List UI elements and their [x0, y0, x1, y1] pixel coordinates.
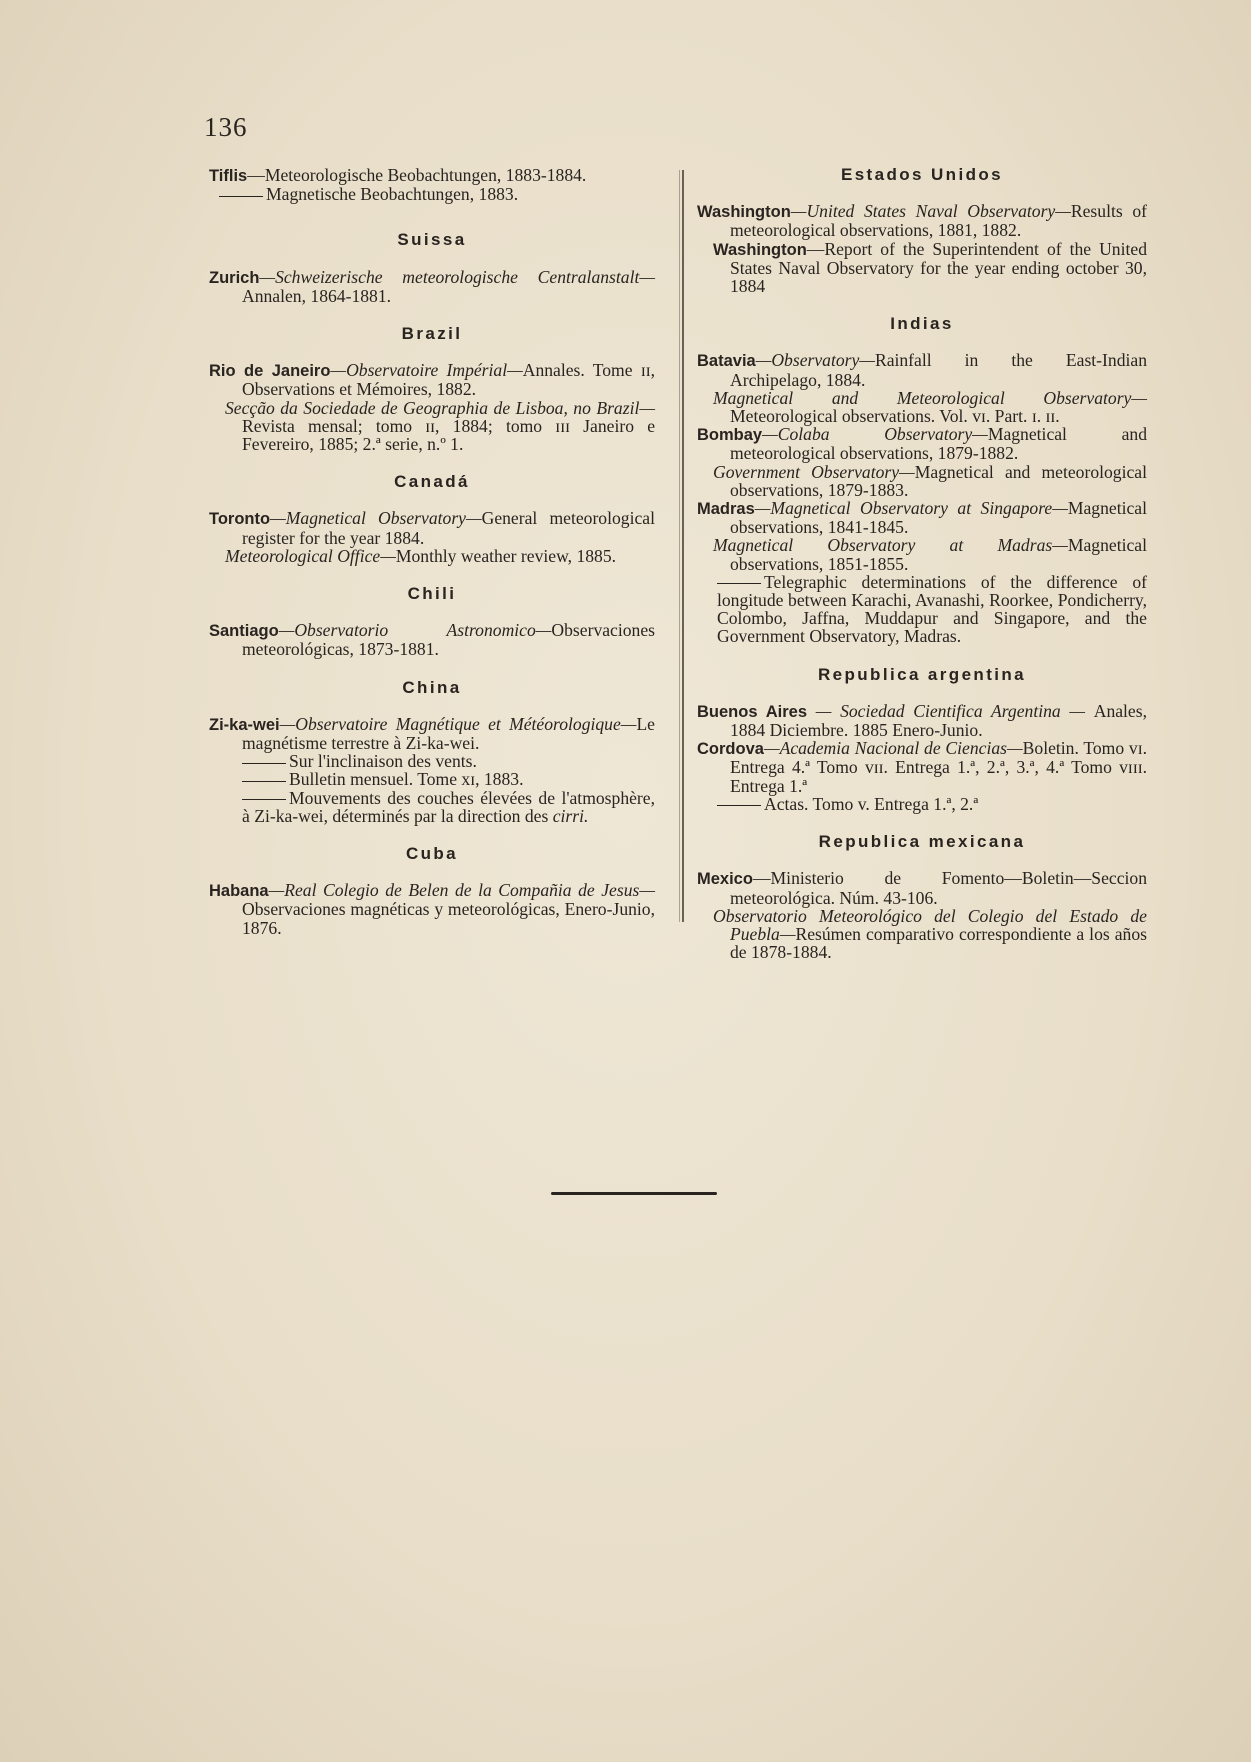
entry-city: Santiago [209, 622, 279, 641]
entry-bombay [697, 425, 1147, 462]
subentry-bulletin [209, 770, 655, 788]
subentry-mouvements [209, 789, 655, 825]
subentry-vents [209, 752, 655, 770]
entry-zurich [209, 268, 655, 305]
entry-text: Annales. Tome ɪɪ, Observations et Mémoires, 1882. [242, 360, 655, 400]
subentry-puebla [697, 907, 1147, 962]
entry-city: Habana [209, 882, 269, 901]
entry-text: Le magnétisme terrestre à Zi-ka-wei. [242, 713, 655, 754]
subentry-text: Sur l'inclinaison des vents. [289, 751, 477, 772]
entry-rio [209, 361, 655, 398]
subentry-text: Bulletin mensuel. Tome xɪ, 1883. [289, 769, 524, 790]
subentry-text: Telegraphic determinations of the difference of longitude between Karachi, Avanashi, Roorkee, Pondicherry, Colombo, Jaffna, Muddapur and Singapore, and the Government Observatory, Madras. [717, 571, 1147, 647]
entry-text: Magnetical observations, 1841-1845. [730, 498, 1147, 538]
subentry-text: Meteorological observations. Vol. vɪ. Part. ɪ. ɪɪ. [730, 406, 1060, 427]
entry-institution: —Observatoire Impérial— [330, 360, 523, 381]
entry-text: Results of meteorological observations, 1881, 1882. [730, 201, 1147, 241]
entry-city: Mexico [697, 870, 753, 889]
entry-text: —Meteorologische Beobachtungen, 1883-1884. [247, 165, 587, 185]
subentry-text: Revista mensal; tomo ɪɪ, 1884; tomo ɪɪɪ Janeiro e Fevereiro, 1885; 2.ª serie, n.º 1. [242, 415, 655, 455]
entry-text: Rainfall in the East-Indian Archipelago, 1884. [730, 350, 1147, 390]
entry-city: Washington [713, 240, 807, 259]
subentry-text: Monthly weather review, 1885. [395, 545, 617, 566]
entry-text: General meteorological register for the year 1884. [242, 508, 655, 548]
subentry-madras-observatory [697, 536, 1147, 572]
subentry-batavia-magnetical [697, 389, 1147, 425]
entry-tiflis [209, 166, 655, 185]
entry-institution: —Observatoire Magnétique et Météorologique— [279, 713, 637, 734]
column-divider [682, 170, 684, 922]
closing-rule [551, 1192, 717, 1195]
dash-rule [219, 196, 263, 197]
entry-washington-report [697, 240, 1147, 296]
subentry-text: Magnetical observations, 1851-1855. [730, 535, 1147, 574]
entry-buenos-aires [697, 702, 1147, 739]
subentry-text: Actas. Tomo v. Entrega 1.ª, 2.ª [764, 793, 979, 814]
subentry-text: Resúmen comparativo correspondiente a los años de 1878-1884. [730, 923, 1147, 963]
subentry-actas [697, 795, 1147, 813]
subentry-lisboa [209, 399, 655, 454]
entry-text: —Report of the Superintendent of the United States Naval Observatory for the year ending october 30, 1884 [730, 238, 1147, 297]
subentry-tiflis-magnetic [209, 185, 655, 203]
section-heading-estados-unidos: Estados Unidos [840, 165, 1004, 184]
subentry-institution: Magnetical and Meteorological Observatory— [713, 387, 1147, 408]
subentry-text: Mouvements des couches élevées de l'atmosphère, à Zi-ka-wei, déterminés par la direction des [242, 787, 655, 826]
right-column [697, 166, 1147, 961]
entry-text: Annalen, 1864-1881. [242, 285, 392, 306]
section-heading-indias: Indias [890, 314, 954, 334]
page-number: 136 [204, 112, 248, 142]
subentry-institution: Government Observatory— [713, 461, 915, 482]
entry-zikawei [209, 715, 655, 752]
subentry-met-office [209, 547, 655, 565]
entry-institution: —Colaba Observatory— [762, 424, 988, 445]
entry-batavia [697, 351, 1147, 388]
subentry-telegraphic [697, 573, 1147, 646]
subentry-institution: Meteorological Office— [225, 545, 396, 566]
entry-city: Rio de Janeiro [209, 362, 331, 381]
entry-institution: —Observatorio Astronomico— [278, 620, 552, 641]
section-heading-mexicana: Republica mexicana [818, 832, 1026, 852]
entry-city: Toronto [209, 510, 271, 529]
entry-habana [209, 881, 655, 937]
entry-city: Tiflis [209, 167, 248, 185]
subentry-government-observatory [697, 463, 1147, 499]
entry-city: Cordova [697, 740, 764, 759]
subentry-institution: Secção da Sociedade de Geographia de Lisboa, no Brazil— [225, 397, 655, 418]
entry-institution: —Observatory— [755, 350, 875, 371]
dash-rule [242, 781, 286, 782]
subentry-institution: Observatorio Meteorológico del Colegio del Estado de Puebla— [713, 905, 1147, 944]
entry-city: Bombay [697, 426, 763, 445]
section-heading-brazil: Brazil [401, 324, 463, 344]
left-column [209, 166, 655, 937]
entry-cordova [697, 739, 1147, 795]
entry-institution: —Schweizerische meteorologische Centralanstalt— [259, 266, 655, 287]
entry-institution: —Real Colegio de Belen de la Compañia de Jesus— [268, 880, 655, 901]
entry-institution: —Magnetical Observatory— [270, 508, 482, 529]
entry-institution: —Academia Nacional de Ciencias— [763, 738, 1023, 759]
entry-city: Zi-ka-wei [209, 715, 280, 734]
entry-madras [697, 499, 1147, 536]
entry-santiago [209, 621, 655, 658]
column-divider-thin [679, 170, 680, 922]
entry-mexico [697, 869, 1147, 906]
entry-text: Observaciones meteorológicas, 1873-1881. [242, 620, 655, 660]
entry-city: Buenos Aires [697, 702, 808, 721]
entry-text: Anales, 1884 Diciembre. 1885 Enero-Junio. [730, 700, 1147, 741]
dash-rule [717, 583, 761, 584]
section-heading-chili: Chili [407, 584, 457, 604]
section-heading-cuba: Cuba [405, 844, 459, 864]
subentry-text: Magnetical and meteorological observations, 1879-1883. [730, 461, 1147, 500]
section-heading-suissa: Suissa [397, 230, 467, 250]
entry-city: Madras [697, 500, 755, 519]
subentry-italic: cirri. [552, 805, 589, 826]
entry-city: Zurich [209, 268, 260, 287]
section-heading-china: China [402, 677, 462, 697]
entry-toronto [209, 509, 655, 546]
entry-washington-naval [697, 202, 1147, 239]
entry-institution: —Magnetical Observatory at Singapore— [754, 498, 1068, 519]
entry-text: Observaciones magnéticas y meteorológicas, Enero-Junio, 1876. [242, 899, 655, 938]
entry-text: Magnetical and meteorological observations, 1879-1882. [730, 424, 1147, 464]
subentry-text: Magnetische Beobachtungen, 1883. [266, 184, 519, 205]
entry-text: —Ministerio de Fomento—Boletin—Seccion meteorológica. Núm. 43-106. [730, 868, 1147, 908]
dash-rule [242, 763, 286, 764]
section-heading-argentina: Republica argentina [817, 664, 1027, 684]
dash-rule [242, 799, 286, 800]
dash-rule [717, 805, 761, 806]
entry-institution: — Sociedad Cientifica Argentina — [807, 700, 1094, 721]
section-heading-canada: Canadá [394, 472, 470, 492]
entry-city: Washington [697, 203, 791, 222]
entry-institution: —United States Naval Observatory— [790, 201, 1071, 222]
entry-city: Batavia [697, 352, 756, 371]
entry-text: Boletin. Tomo vɪ. Entrega 4.ª Tomo vɪɪ. Entrega 1.ª, 2.ª, 3.ª, 4.ª Tomo vɪɪɪ. Entrega 1.ª [730, 738, 1148, 796]
subentry-institution: Magnetical Observatory at Madras— [713, 535, 1068, 556]
